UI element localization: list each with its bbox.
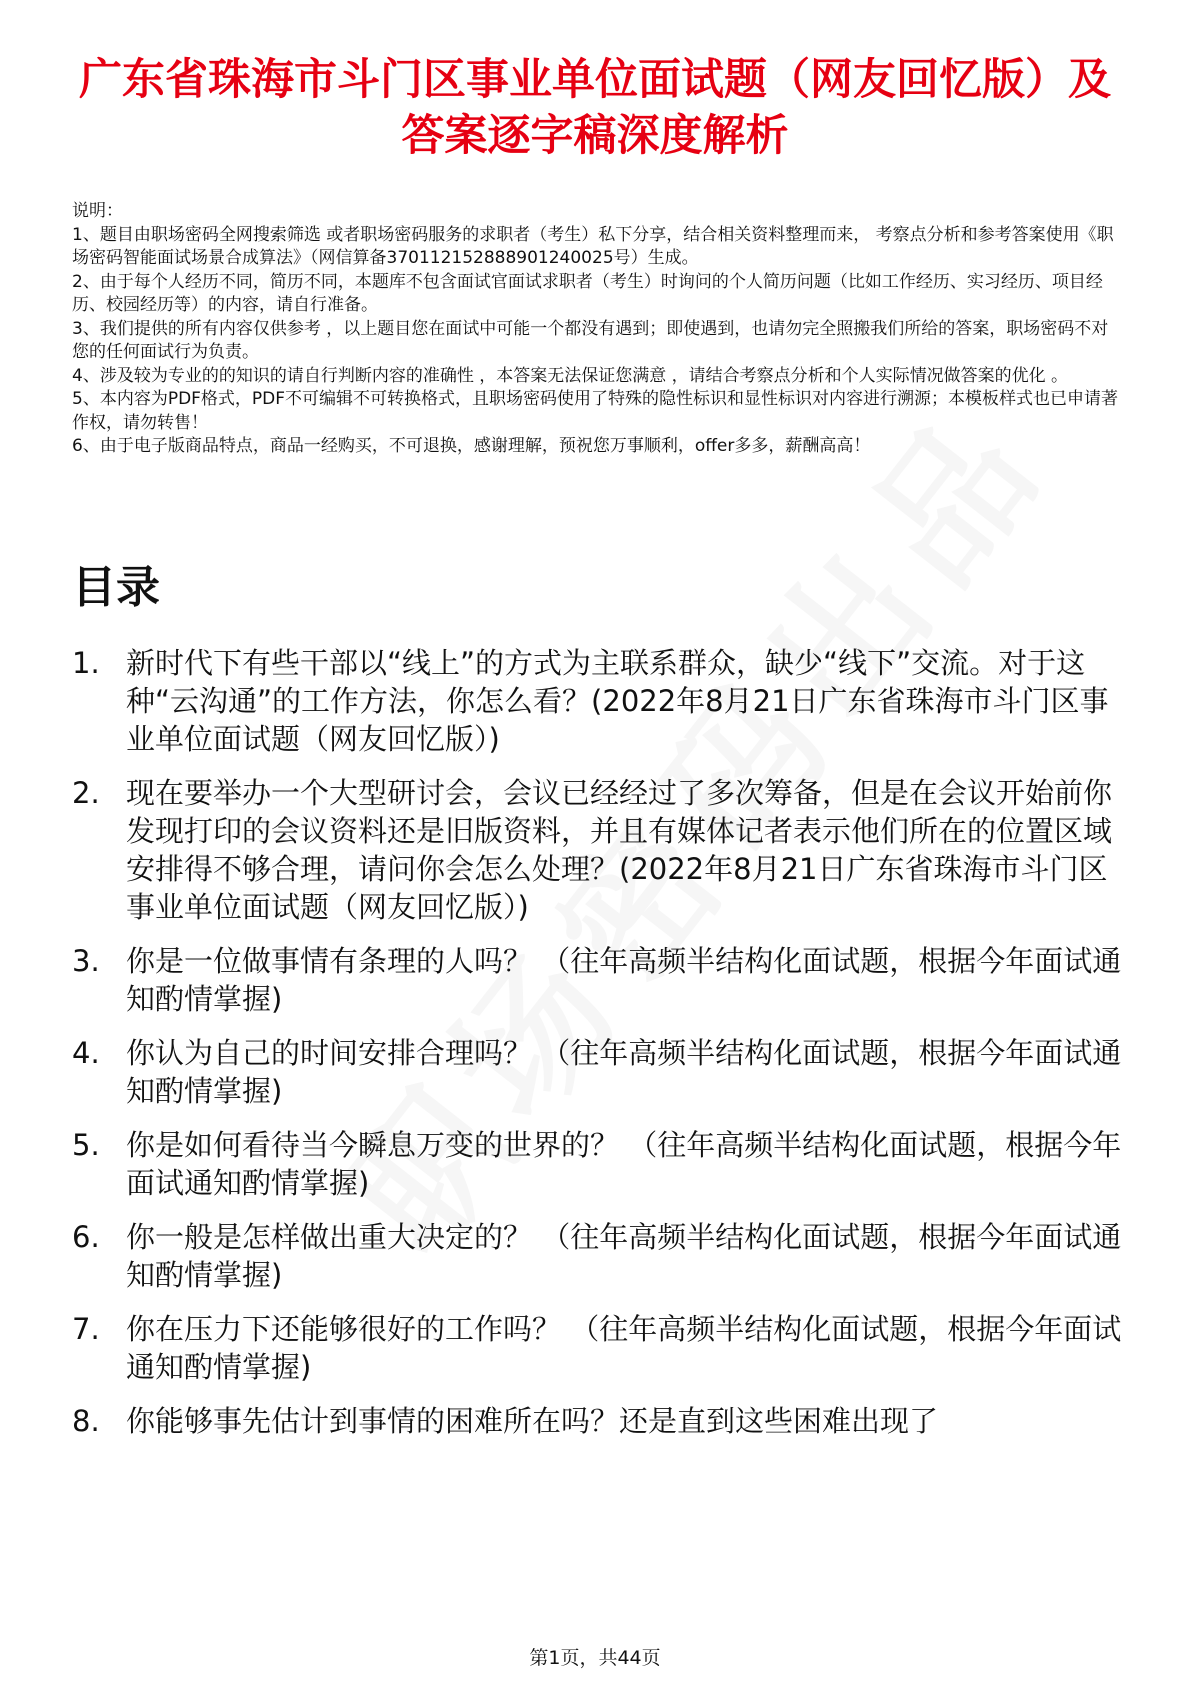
note-item: 2、由于每个人经历不同，简历不同，本题库不包含面试官面试求职者（考生）时询问的个人简历问题（比如工作经历、实习经历、项目经历、校园经历等）的内容，请自行准备。 — [72, 271, 1103, 315]
toc-number: 3. — [72, 944, 100, 978]
toc-text: 新时代下有些干部以“线上”的方式为主联系群众，缺少“线下”交流。对于这种“云沟通”的工作方法，你怎么看？(2022年8月21日广东省珠海市斗门区事业单位面试题（网友回忆版）) — [126, 646, 1109, 756]
toc-heading: 目录 — [72, 562, 160, 613]
note-item: 5、本内容为PDF格式，PDF不可编辑不可转换格式，且职场密码使用了特殊的隐性标识和显性标识对内容进行溯源；本模板样式也已申请著作权，请勿转售！ — [72, 389, 1119, 433]
document-title: 广东省珠海市斗门区事业单位面试题（网友回忆版）及答案逐字稿深度解析 — [79, 55, 1111, 161]
toc-number: 1. — [72, 646, 100, 680]
notes-section — [72, 200, 1122, 459]
toc-item-3[interactable] — [72, 942, 1132, 1018]
toc-text: 你是如何看待当今瞬息万变的世界的？ （往年高频半结构化面试题，根据今年面试通知酌情掌握) — [126, 1128, 1122, 1200]
note-item: 3、我们提供的所有内容仅供参考 ，以上题目您在面试中可能一个都没有遇到；即使遇到，也请勿完全照搬我们所给的答案，职场密码不对您的任何面试行为负责。 — [72, 318, 1109, 362]
toc-text: 你在压力下还能够很好的工作吗？ （往年高频半结构化面试题，根据今年面试通知酌情掌握) — [126, 1312, 1122, 1384]
toc-number: 4. — [72, 1036, 100, 1070]
toc-item-1[interactable] — [72, 644, 1132, 758]
notes-heading: 说明： — [72, 201, 123, 221]
toc-text: 现在要举办一个大型研讨会，会议已经经过了多次筹备，但是在会议开始前你发现打印的会议资料还是旧版资料，并且有媒体记者表示他们所在的位置区域安排得不够合理，请问你会怎么处理？(2022年8月21日广东省珠海市斗门区事业单位面试题（网友回忆版）) — [126, 776, 1113, 924]
toc-text: 你一般是怎样做出重大决定的？ （往年高频半结构化面试题，根据今年面试通知酌情掌握) — [126, 1220, 1122, 1292]
toc-item-2[interactable] — [72, 774, 1132, 926]
toc-item-8[interactable] — [72, 1402, 1132, 1440]
toc-text: 你能够事先估计到事情的困难所在吗？还是直到这些困难出现了 — [126, 1404, 939, 1438]
toc-number: 6. — [72, 1220, 100, 1254]
note-item: 4、涉及较为专业的的知识的请自行判断内容的准确性 ，本答案无法保证您满意 ，请结合考察点分析和个人实际情况做答案的优化 。 — [72, 365, 1069, 386]
page-footer: 第1页，共44页 — [529, 1647, 661, 1669]
note-item: 1、题目由职场密码全网搜索筛选 或者职场密码服务的求职者（考生）私下分享，结合相关资料整理而来， 考察点分析和参考答案使用《职场密码智能面试场景合成算法》（网信算备370112152888901240025号）生成。 — [72, 224, 1114, 268]
note-item: 6、由于电子版商品特点，商品一经购买，不可退换，感谢理解，预祝您万事顺利，offer多多，薪酬高高！ — [72, 436, 871, 456]
toc-item-7[interactable] — [72, 1310, 1132, 1386]
toc-number: 5. — [72, 1128, 100, 1162]
toc-text: 你是一位做事情有条理的人吗？ （往年高频半结构化面试题，根据今年面试通知酌情掌握) — [126, 944, 1122, 1016]
toc-number: 8. — [72, 1404, 100, 1438]
toc-item-6[interactable] — [72, 1218, 1132, 1294]
toc-list — [72, 644, 1132, 1456]
toc-item-4[interactable] — [72, 1034, 1132, 1110]
toc-text: 你认为自己的时间安排合理吗？ （往年高频半结构化面试题，根据今年面试通知酌情掌握) — [126, 1036, 1122, 1108]
toc-number: 2. — [72, 776, 100, 810]
toc-number: 7. — [72, 1312, 100, 1346]
toc-item-5[interactable] — [72, 1126, 1132, 1202]
